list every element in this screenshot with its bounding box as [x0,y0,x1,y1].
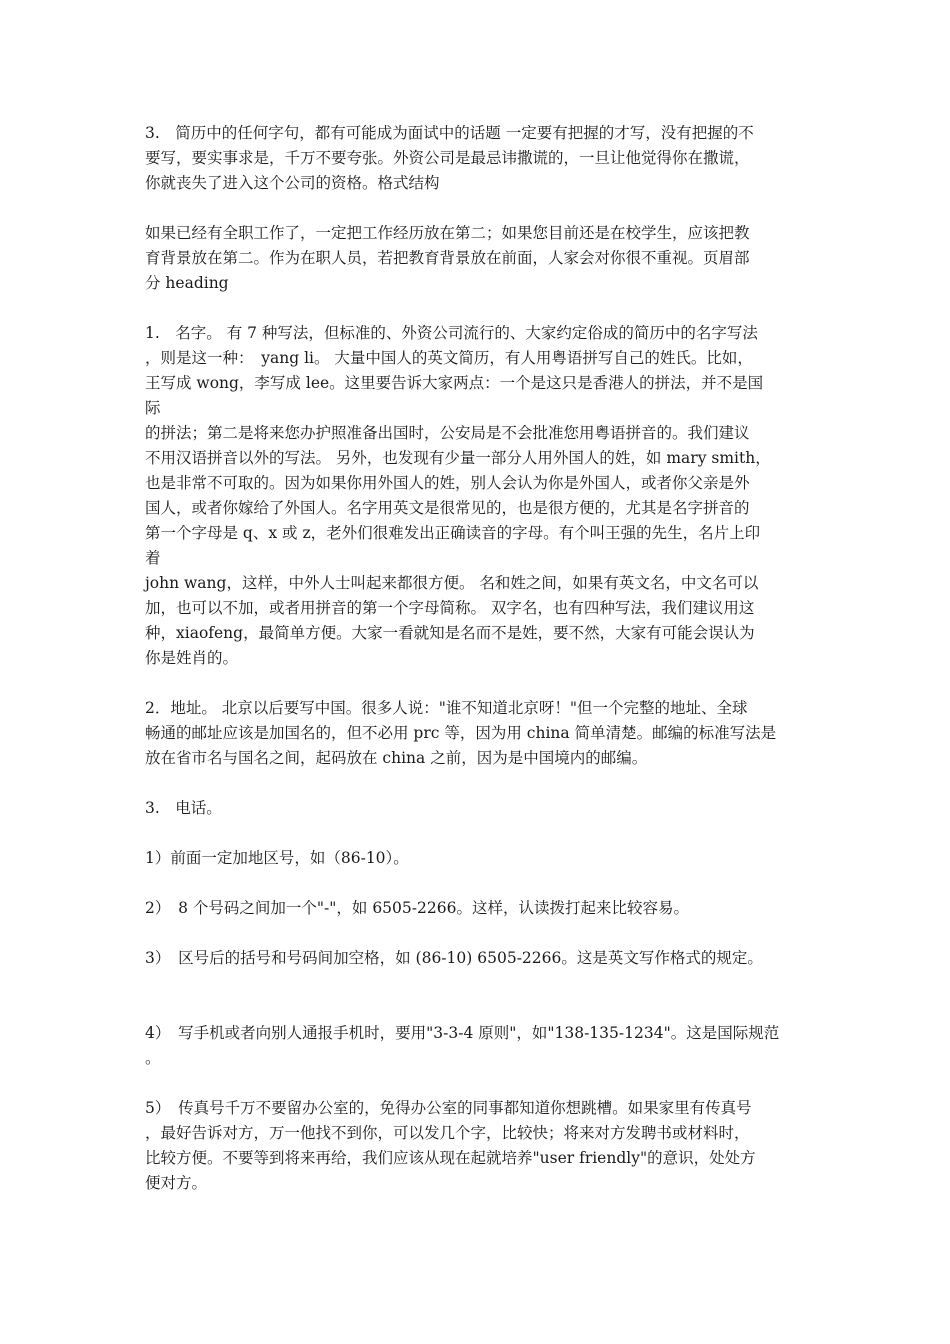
paragraph-phone-heading [145,796,810,821]
text-line: 着 [145,549,161,567]
text-line: 2．地址。 北京以后要写中国。很多人说："谁不知道北京呀！"但一个完整的地址、全球 [145,699,748,717]
paragraph-name [145,321,810,671]
paragraph-spacer [145,671,810,696]
text-line: 也是非常不可取的。因为如果你用外国人的姓，别人会认为你是外国人，或者你父亲是外 [145,474,750,492]
text-line: 3） 区号后的括号和号码间加空格，如 (86-10) 6505-2266。这是英文写作格式的规定。 [145,949,763,967]
paragraph-spacer [145,921,810,946]
text-line: 1）前面一定加地区号，如（86-10）。 [145,849,409,867]
paragraph-address [145,696,810,771]
text-line: 2） 8 个号码之间加一个"-"，如 6505-2266。这样，认读拨打起来比较容易。 [145,899,689,917]
text-line: 1. 名字。 有 7 种写法，但标准的、外资公司流行的、大家约定俗成的简历中的名字写法 [145,324,758,342]
text-line: 你是姓肖的。 [145,649,239,667]
paragraph-phone-2 [145,896,810,921]
text-line: 育背景放在第二。作为在职人员，若把教育背景放在前面，人家会对你很不重视。页眉部 [145,249,750,267]
text-line: 。 [145,1049,161,1067]
text-line: 第一个字母是 q、x 或 z，老外们很难发出正确读音的字母。有个叫王强的先生，名片上印 [145,524,761,542]
text-line: 3. 电话。 [145,799,222,817]
text-line: 不用汉语拼音以外的写法。 另外，也发现有少量一部分人用外国人的姓，如 mary smith， [145,449,771,467]
text-line: 种，xiaofeng，最简单方便。大家一看就知是名而不是姓，要不然，大家有可能会误认为 [145,624,755,642]
paragraph-spacer [145,821,810,846]
text-line: 加，也可以不加，或者用拼音的第一个字母简称。 双字名，也有四种写法，我们建议用这 [145,599,755,617]
paragraph-spacer [145,871,810,896]
text-line: 比较方便。不要等到将来再给，我们应该从现在起就培养"user friendly"的意识，处处方 [145,1149,756,1167]
text-line: ，最好告诉对方，万一他找不到你，可以发几个字，比较快；将来对方发聘书或材料时， [145,1124,750,1142]
paragraph-spacer [145,196,810,221]
text-line: 便对方。 [145,1174,208,1192]
text-line: 放在省市名与国名之间，起码放在 china 之前，因为是中国境内的邮编。 [145,749,648,767]
text-line: 的拼法；第二是将来您办护照准备出国时，公安局是不会批准您用粤语拼音的。我们建议 [145,424,750,442]
paragraph-phone-1 [145,846,810,871]
text-line: ，则是这一种： yang li。 大量中国人的英文简历，有人用粤语拼写自己的姓氏。比如， [145,349,753,367]
text-line: 畅通的邮址应该是加国名的，但不必用 prc 等，因为用 china 简单清楚。邮编的标准写法是 [145,724,777,742]
text-line: 3. 简历中的任何字句，都有可能成为面试中的话题 一定要有把握的才写，没有把握的不 [145,124,754,142]
document-page [145,121,810,1196]
paragraph-phone-4 [145,1021,810,1071]
paragraph-spacer [145,971,810,1021]
text-line: 5） 传真号千万不要留办公室的，免得办公室的同事都知道你想跳槽。如果家里有传真号 [145,1099,752,1117]
paragraph-spacer [145,1071,810,1096]
text-line: 际 [145,399,161,417]
text-line: john wang，这样，中外人士叫起来都很方便。 名和姓之间，如果有英文名，中文名可以 [145,574,759,592]
text-line: 王写成 wong，李写成 lee。这里要告诉大家两点：一个是这只是香港人的拼法，并不是国 [145,374,764,392]
paragraph-spacer [145,771,810,796]
paragraph-spacer [145,296,810,321]
text-line: 分 heading [145,274,229,292]
paragraph-format-order [145,221,810,296]
text-line: 你就丧失了进入这个公司的资格。格式结构 [145,174,440,192]
text-line: 如果已经有全职工作了，一定把工作经历放在第二；如果您目前还是在校学生，应该把教 [145,224,750,242]
text-line: 4） 写手机或者向别人通报手机时，要用"3-3-4 原则"，如"138-135-1234"。这是国际规范 [145,1024,780,1042]
paragraph-phone-5 [145,1096,810,1196]
paragraph-phone-3 [145,946,810,971]
paragraph-resume-truth [145,121,810,196]
text-line: 要写，要实事求是，千万不要夸张。外资公司是最忌讳撒谎的，一旦让他觉得你在撒谎， [145,149,750,167]
text-line: 国人，或者你嫁给了外国人。名字用英文是很常见的，也是很方便的，尤其是名字拼音的 [145,499,750,517]
